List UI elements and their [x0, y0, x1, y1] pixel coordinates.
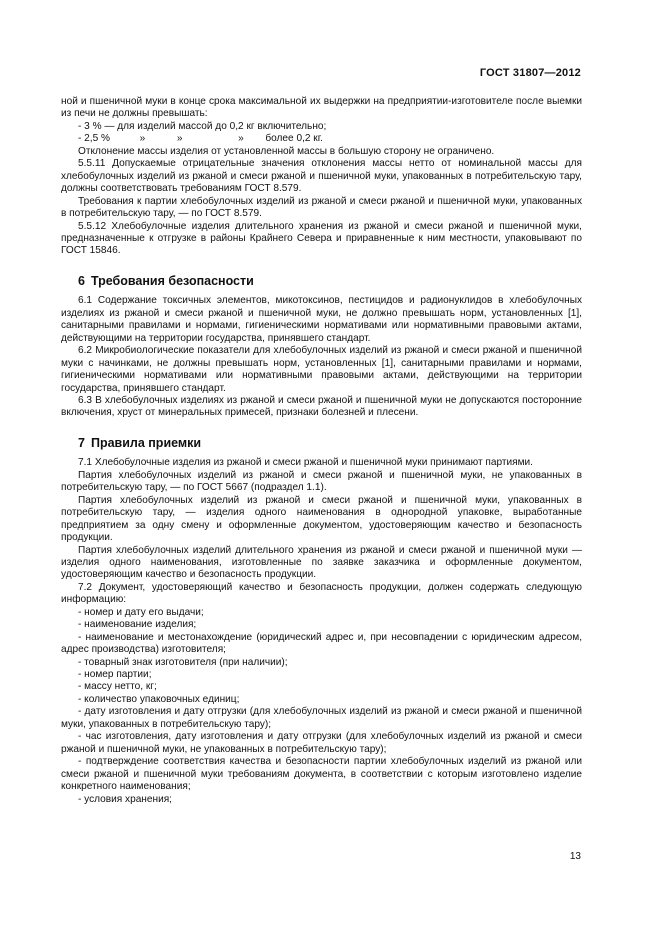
- list-item: - час изготовления, дату изготовления и дату отгрузки (для хлебобулочных изделий из ржаной и смеси ржаной и пшеничной муки, не упакованных в потребительскую тару);: [61, 731, 582, 755]
- list-item-text: более 0,2 кг.: [265, 133, 323, 145]
- document-code: ГОСТ 31807—2012: [479, 67, 581, 79]
- list-item: [61, 133, 582, 145]
- list-item: - условия хранения;: [78, 793, 172, 805]
- list-item: - наименование и местонахождение (юридический адрес и, при несовпадении с юридическим адресом, адрес производства) изготовителя;: [61, 631, 582, 656]
- paragraph: ной и пшеничной муки в конце срока максимальной их выдержки на предприятии-изготовителе после выемки из печи не должны превышать:: [61, 96, 582, 120]
- list-item: - количество упаковочных единиц;: [78, 693, 240, 705]
- list-item: - массу нетто, кг;: [78, 681, 157, 693]
- paragraph: Партия хлебобулочных изделий длительного хранения из ржаной и смеси ржаной и пшеничной муки — изделия одного наименования, изготовленные по заявке заказчика и оформленные документом, удостоверяющим качество и безопасность продукции.: [61, 544, 582, 581]
- section-heading: [78, 437, 582, 449]
- paragraph: 6.2 Микробиологические показатели для хлебобулочных изделий из ржаной и смеси ржаной и пшеничной муки с начинками, не должны превышать норм, установленных [1], санитарными правилами и нормами, гигиеническими нормативами или нормативными правовыми актами, действующими на территории государства, принявшего стандарт.: [61, 345, 582, 394]
- list-item: - наименование изделия;: [78, 619, 197, 631]
- list-item: - товарный знак изготовителя (при наличии);: [78, 656, 288, 668]
- list-item: - подтверждение соответствия качества и безопасности партии хлебобулочных изделий из ржаной или смеси ржаной и пшеничной муки требованиям документа, в соответствии с которым изготовлено изделие конкретного наименования;: [61, 756, 582, 793]
- paragraph: Партия хлебобулочных изделий из ржаной и смеси ржаной и пшеничной муки, упакованных в потребительскую тару, — изделия одного наименования в однородной упаковке, выработанные предприятием за одну смену и оформленные документом, удостоверяющим качество и безопасность продукции.: [61, 494, 582, 544]
- paragraph: 5.5.11 Допускаемые отрицательные значения отклонения массы нетто от номинальной массы для хлебобулочных изделий из ржаной и смеси ржаной и пшеничной муки, упакованных в потребительскую тару, должны соответствовать требованиям ГОСТ 8.579.: [61, 158, 582, 195]
- paragraph: 7.1 Хлебобулочные изделия из ржаной и смеси ржаной и пшеничной муки принимают партиями.: [78, 457, 533, 469]
- page-number: 13: [569, 851, 581, 862]
- ditto-mark: »: [176, 133, 183, 145]
- section-number: 7: [78, 435, 85, 450]
- section-heading: [78, 275, 582, 287]
- paragraph: Требования к партии хлебобулочных изделий из ржаной и смеси ржаной и пшеничной муки, упакованных в потребительскую тару, — по ГОСТ 8.579.: [61, 195, 582, 220]
- list-item: - номер и дату его выдачи;: [78, 606, 204, 618]
- list-item: - дату изготовления и дату отгрузки (для хлебобулочных изделий из ржаной и смеси ржаной и пшеничной муки, упакованных в потребительскую тару);: [61, 706, 582, 730]
- paragraph: 7.2 Документ, удостоверяющий качество и безопасность продукции, должен содержать следующую информацию:: [61, 581, 582, 606]
- paragraph: Отклонение массы изделия от установленной массы в большую сторону не ограничено.: [78, 145, 495, 157]
- paragraph: 6.3 В хлебобулочных изделиях из ржаной и смеси ржаной и пшеничной муки не допускаются посторонние включения, хруст от минеральных примесей, признаки болезней и плесени.: [61, 394, 582, 419]
- paragraph: Партия хлебобулочных изделий из ржаной и смеси ржаной и пшеничной муки, не упакованных в потребительскую тару, — по ГОСТ 5667 (подраздел 1.1).: [61, 469, 582, 494]
- ditto-mark: »: [139, 133, 146, 145]
- section-title: Правила приемки: [90, 435, 202, 450]
- section-number: 6: [78, 273, 85, 288]
- list-item: - 3 % — для изделий массой до 0,2 кг включительно;: [78, 120, 327, 132]
- paragraph: 5.5.12 Хлебобулочные изделия длительного хранения из ржаной и смеси ржаной и пшеничной муки, предназначенные к отгрузке в районы Крайнего Севера и приравненные к ним местности, упаковывают по ГОСТ 15846.: [61, 220, 582, 257]
- paragraph: 6.1 Содержание токсичных элементов, микотоксинов, пестицидов и радионуклидов в хлебобулочных изделиях из ржаной и смеси ржаной и пшеничной муки, не должно превышать норм, установленных [1], санитарными правилами и нормами, гигиеническими нормативами или нормативными правовыми актами, действующими на территории государства, принявшего стандарт.: [61, 295, 582, 344]
- list-item: - номер партии;: [78, 669, 152, 681]
- document-body: [61, 96, 582, 806]
- section-title: Требования безопасности: [90, 273, 254, 288]
- ditto-mark: »: [238, 133, 244, 145]
- list-item-value: - 2,5 %: [78, 133, 110, 145]
